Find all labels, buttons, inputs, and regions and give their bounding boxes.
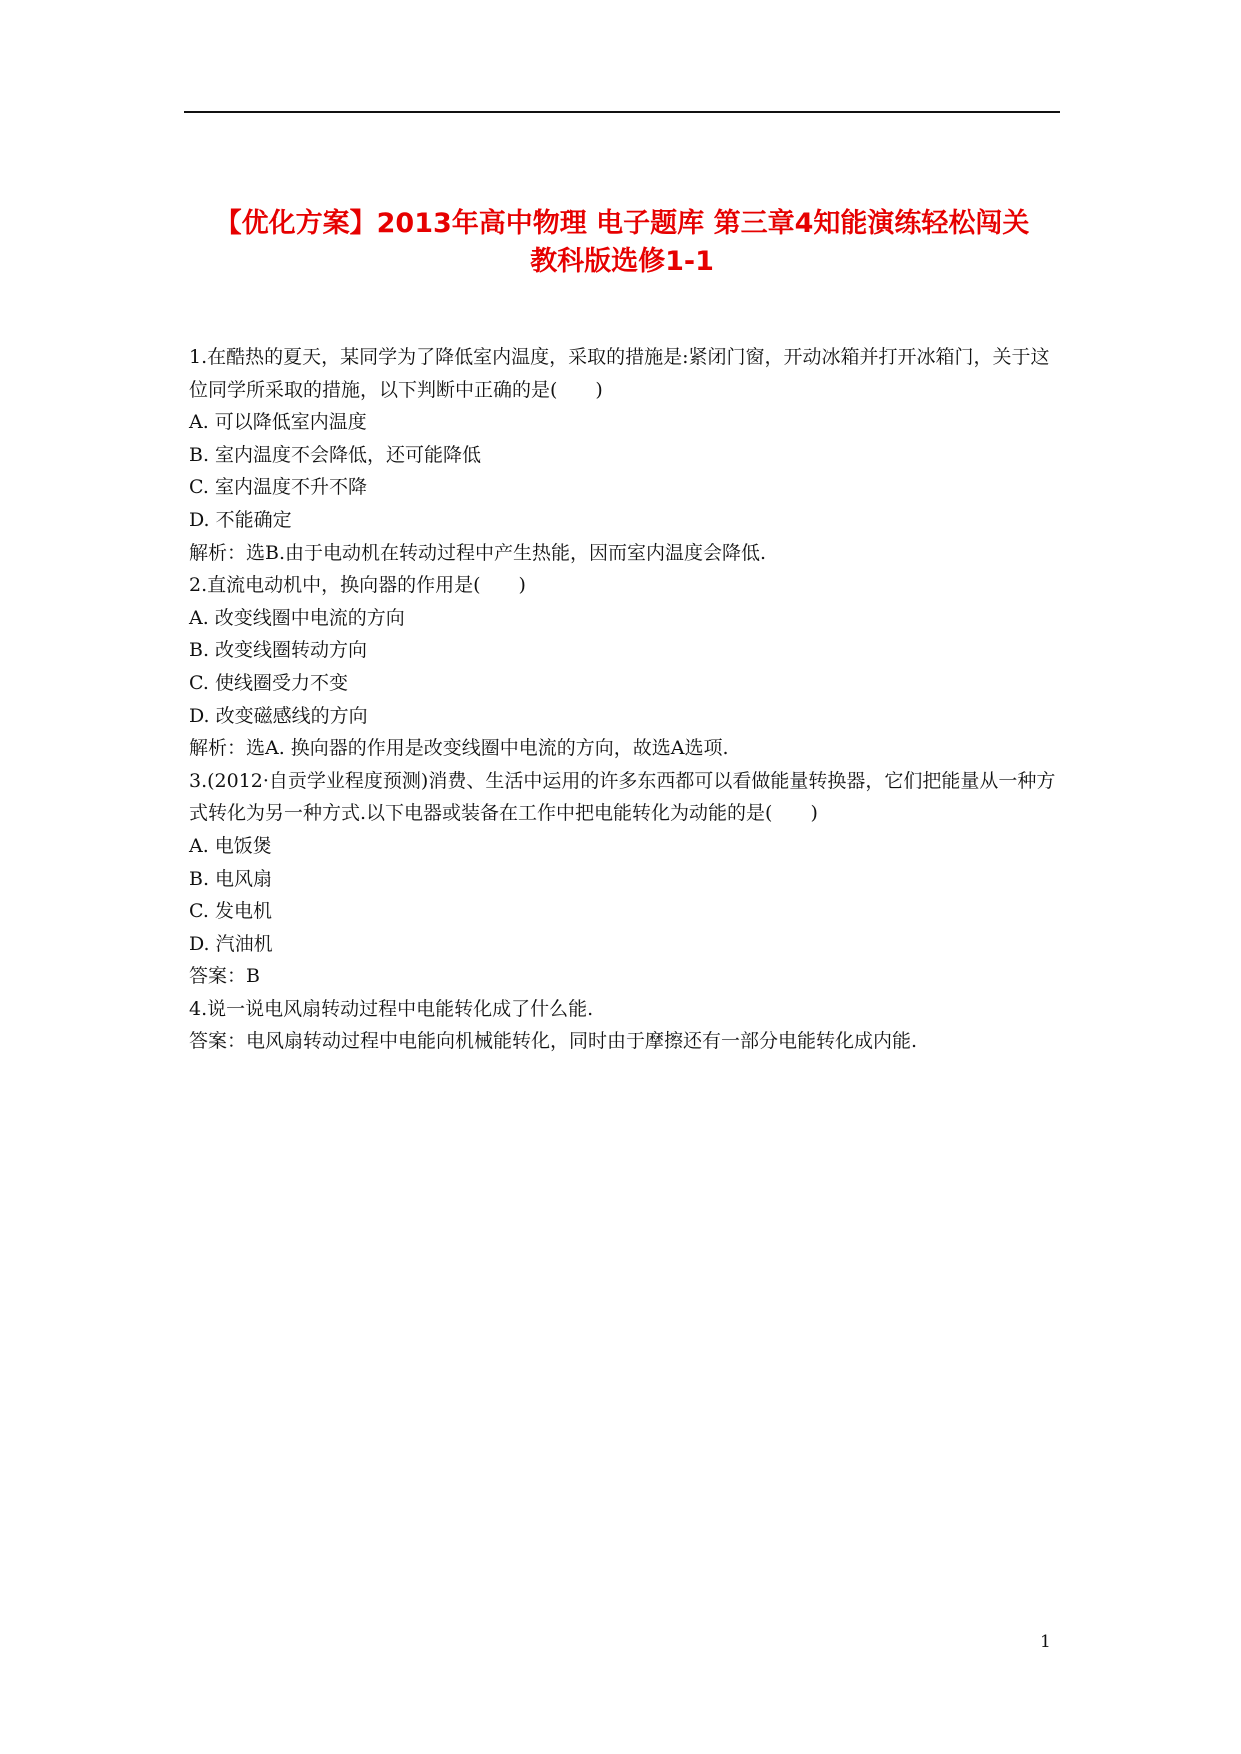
question-3-option-a: A. 电饭煲 <box>189 834 272 857</box>
question-2-option-a: A. 改变线圈中电流的方向 <box>189 606 405 629</box>
header-rule <box>184 111 1060 113</box>
question-2-stem: 2.直流电动机中，换向器的作用是( ) <box>189 574 526 597</box>
question-1-option-d: D. 不能确定 <box>189 508 292 531</box>
question-3 <box>189 765 1059 993</box>
document-body <box>189 341 1059 1058</box>
question-2-answer: 解析：选A. 换向器的作用是改变线圈中电流的方向，故选A选项. <box>189 737 729 760</box>
question-2-option-d: D. 改变磁感线的方向 <box>189 704 368 727</box>
question-3-option-c: C. 发电机 <box>189 900 272 923</box>
question-4-answer: 答案：电风扇转动过程中电能向机械能转化，同时由于摩擦还有一部分电能转化成内能. <box>189 1030 918 1053</box>
question-1-answer: 解析：选B.由于电动机在转动过程中产生热能，因而室内温度会降低. <box>189 541 767 564</box>
question-1-option-b: B. 室内温度不会降低，还可能降低 <box>189 443 482 466</box>
page-number: 1 <box>1040 1632 1051 1652</box>
question-3-option-b: B. 电风扇 <box>189 867 273 890</box>
question-3-answer: 答案：B <box>189 965 260 988</box>
question-3-option-d: D. 汽油机 <box>189 932 273 955</box>
question-1-option-a: A. 可以降低室内温度 <box>189 411 367 434</box>
question-1-option-c: C. 室内温度不升不降 <box>189 476 367 499</box>
question-2-option-c: C. 使线圈受力不变 <box>189 671 348 694</box>
question-1 <box>189 341 1059 569</box>
question-2 <box>189 569 1059 765</box>
question-3-stem: 3.(2012·自贡学业程度预测)消费、生活中运用的许多东西都可以看做能量转换器，它们把能量从一种方式转化为另一种方式.以下电器或装备在工作中把电能转化为动能的是( ) <box>189 769 1056 825</box>
question-4-stem: 4.说一说电风扇转动过程中电能转化成了什么能. <box>189 997 594 1020</box>
question-2-option-b: B. 改变线圈转动方向 <box>189 639 368 662</box>
question-4 <box>189 993 1059 1058</box>
document-title <box>184 205 1060 281</box>
title-line-1: 【优化方案】2013年高中物理 电子题库 第三章4知能演练轻松闯关 <box>214 208 1030 239</box>
title-line-2: 教科版选修1-1 <box>530 246 714 277</box>
question-1-stem: 1.在酷热的夏天，某同学为了降低室内温度，采取的措施是:紧闭门窗，开动冰箱并打开冰箱门，关于这位同学所采取的措施，以下判断中正确的是( ) <box>189 346 1050 401</box>
